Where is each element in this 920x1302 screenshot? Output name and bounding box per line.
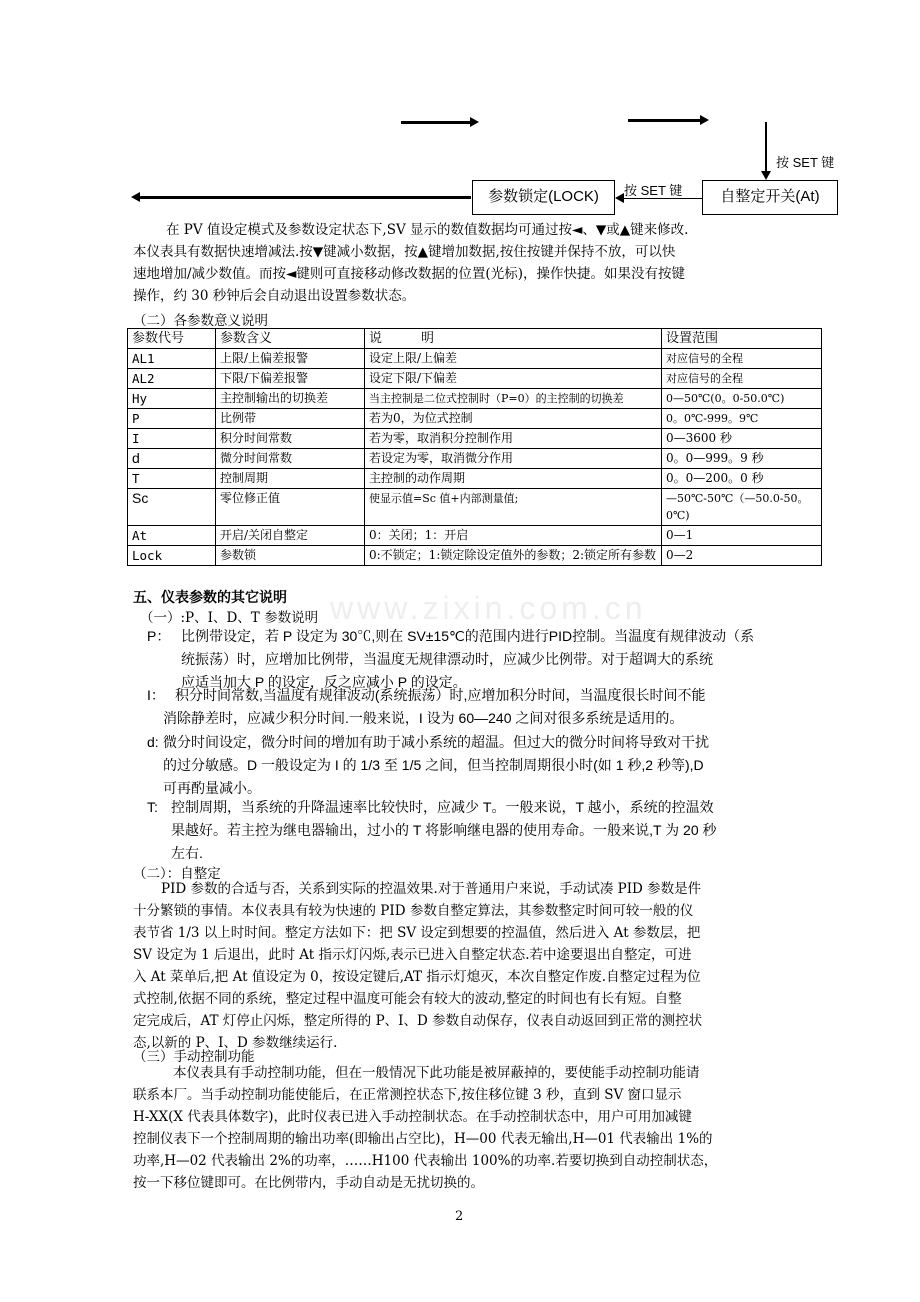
param-code: AL1: [128, 349, 216, 369]
manual-line: 控制仪表下一个控制周期的输出功率(即输出占空比)，H—00 代表无输出,H—01 代表输出 1%的: [133, 1131, 713, 1147]
col-header-meaning: 参数含义: [216, 329, 365, 349]
param-range: —50℃-50℃（—50.0-50。0℃): [662, 489, 822, 526]
intro-line: 操作，约 30 秒钟后会自动退出设置参数状态。: [133, 288, 416, 304]
col-header-description: 说 明: [365, 329, 662, 349]
manual-line: 功率,H—02 代表输出 2%的功率，……H100 代表输出 100%的功率.若要切换到自动控制状态，: [133, 1153, 718, 1169]
param-range: 0。0—200。0 秒: [662, 469, 822, 489]
param-code: P: [128, 409, 216, 429]
d-line: 可再酌量减小。: [163, 780, 261, 796]
set-key-label-right: 按 SET 键: [776, 155, 835, 170]
d-description: [147, 731, 827, 800]
param-description: 0：关闭；1：开启: [365, 526, 662, 546]
t-line: 左右.: [171, 845, 203, 861]
param-range: 0。0—999。9 秒: [662, 449, 822, 469]
p-label: P：: [147, 628, 171, 644]
param-meaning: 参数锁: [216, 546, 365, 566]
arrow-down-line: [765, 122, 767, 172]
table-row: [128, 469, 822, 489]
table-row: [128, 409, 822, 429]
param-meaning: 控制周期: [216, 469, 365, 489]
autotune-line: 定完成后，AT 灯停止闪烁，整定所得的 P、I、D 参数自动保存，仪表自动返回到正常的测控状: [133, 1013, 703, 1029]
param-meaning: 比例带: [216, 409, 365, 429]
table-row: [128, 389, 822, 409]
param-meaning: 上限/上偏差报警: [216, 349, 365, 369]
d-label: d:: [147, 734, 159, 750]
col-header-code: 参数代号: [128, 329, 216, 349]
param-code: T: [128, 469, 216, 489]
intro-line: 本仪表具有数据快速增减法.按▼键减小数据，按▲键增加数据,按住按键并保持不放，可以快: [133, 244, 676, 260]
t-description: [147, 796, 827, 865]
i-description: [147, 684, 827, 730]
autotune-line: 式控制,依据不同的系统，整定过程中温度可能会有较大的波动,整定的时间也有长有短。自整: [133, 991, 682, 1007]
param-meaning: 开启/关闭自整定: [216, 526, 365, 546]
param-description: 0:不锁定；1:锁定除设定值外的参数；2:锁定所有参数: [365, 546, 662, 566]
section5-sub1: （一）:P、I、D、T 参数说明: [140, 610, 319, 626]
param-range: 0—50℃(0。0-50.0℃): [662, 389, 822, 409]
p-line: 统振荡）时，应增加比例带，当温度无规律漂动时，应减少比例带。对于超调大的系统: [181, 651, 713, 667]
i-line: 积分时间常数,当温度有规律波动(系统振荡）时,应增加积分时间，当温度很长时间不能: [175, 687, 706, 703]
param-description: 设定上限/上偏差: [365, 349, 662, 369]
param-description: 若为0，为位式控制: [365, 409, 662, 429]
p-line: 应适当加大 P 的设定，反之应减小 P 的设定。: [181, 674, 467, 690]
param-code: Lock: [128, 546, 216, 566]
manual-line: 联系本厂。当手动控制功能使能后，在正常测控状态下,按住移位键 3 秒，直到 SV 窗口显示: [133, 1087, 682, 1103]
param-code: AL2: [128, 369, 216, 389]
t-label: T:: [147, 799, 158, 815]
intro-paragraph: [133, 219, 823, 307]
param-code: d: [128, 449, 216, 469]
param-description: 若为零，取消积分控制作用: [365, 429, 662, 449]
t-line: 控制周期，当系统的升降温速率比较快时，应减少 T。一般来说，T 越小，系统的控温效: [171, 799, 714, 815]
param-meaning: 零位修正值: [216, 489, 365, 526]
arrow-head-left-middle: [615, 193, 624, 203]
autotune-line: SV 设定为 1 后退出，此时 At 指示灯闪烁,表示已进入自整定状态.若中途要退出自整定，可进: [133, 947, 692, 963]
col-header-range: 设置范围: [662, 329, 822, 349]
param-description: 若设定为零，取消微分作用: [365, 449, 662, 469]
arrow-left-long: [140, 196, 471, 199]
parameter-table: [127, 328, 822, 566]
p-line: 比例带设定，若 P 设定为 30℃,则在 SV±15℃的范围内进行PID控制。当温度有规律波动（系: [181, 628, 755, 644]
param-meaning: 微分时间常数: [216, 449, 365, 469]
intro-line: 速地增加/减少数值。而按◄键则可直接移动修改数据的位置(光标)，操作快捷。如果没有按键: [133, 266, 685, 282]
table-row: [128, 546, 822, 566]
manual-line: 本仪表具有手动控制功能，但在一般情况下此功能是被屏蔽掉的，要使能手动控制功能请: [173, 1065, 700, 1081]
param-description: 设定下限/下偏差: [365, 369, 662, 389]
section5-sub2: （二）：自整定: [133, 866, 221, 882]
watermark: www.zixin.com.cn: [330, 590, 647, 626]
d-line: 的过分敏感。D 一般设定为 I 的 1/3 至 1/5 之间，但当控制周期很小时(如 1 秒,2 秒等),D: [163, 757, 704, 773]
param-range: 对应信号的全程: [662, 369, 822, 389]
table-header-row: [128, 329, 822, 349]
table-row: [128, 449, 822, 469]
autotune-line: 十分繁锁的事情。本仪表具有较为快速的 PID 参数自整定算法，其参数整定时间可较一般的仪: [133, 903, 694, 919]
manual-line: 按一下移位键即可。在比例带内，手动自动是无扰切换的。: [133, 1175, 484, 1191]
param-code: At: [128, 526, 216, 546]
table-row: [128, 489, 822, 526]
manual-line: H-XX(X 代表具体数字)，此时仪表已进入手动控制状态。在手动控制状态中，用户可用加减键: [133, 1109, 693, 1125]
table-row: [128, 349, 822, 369]
param-meaning: 下限/下偏差报警: [216, 369, 365, 389]
param-range: 0—3600 秒: [662, 429, 822, 449]
page-number: 2: [455, 1209, 464, 1224]
autotune-line: 表节省 1/3 以上时时间。整定方法如下：把 SV 设定到想要的控温值，然后进入 At 参数层，把: [133, 925, 701, 941]
param-range: 对应信号的全程: [662, 349, 822, 369]
arrow-head-right-2: [700, 115, 709, 125]
table-row: [128, 369, 822, 389]
section5-title: 五、仪表参数的其它说明: [133, 589, 287, 605]
set-key-label-middle: 按 SET 键: [624, 183, 683, 198]
i-line: 消除静差时，应减少积分时间.一般来说，I 设为 60—240 之间对很多系统是适用的。: [163, 710, 684, 726]
table-row: [128, 526, 822, 546]
param-range: 0—1: [662, 526, 822, 546]
arrow-head-down: [761, 171, 771, 180]
at-box: 自整定开关(At): [702, 180, 838, 215]
t-line: 果越好。若主控为继电器输出，过小的 T 将影响继电器的使用寿命。一般来说,T 为 20 秒: [171, 822, 717, 838]
autotune-line: 态,以新的 P、I、D 参数继续运行.: [133, 1035, 338, 1051]
d-line: 微分时间设定，微分时间的增加有助于减小系统的超温。但过大的微分时间将导致对干扰: [163, 734, 709, 750]
section5-sub3: （三）手动控制功能: [133, 1049, 255, 1065]
arrow-right-2: [628, 119, 701, 122]
param-range: 0—2: [662, 546, 822, 566]
param-code: Sc: [128, 489, 216, 526]
param-range: 0。0℃-999。9℃: [662, 409, 822, 429]
table-title: （二）各参数意义说明: [133, 313, 268, 329]
table-row: [128, 429, 822, 449]
autotune-paragraph: [133, 878, 823, 1054]
param-meaning: 积分时间常数: [216, 429, 365, 449]
param-code: I: [128, 429, 216, 449]
param-description: 使显示值=Sc 值+内部测量值;: [365, 489, 662, 526]
arrow-head-right-1: [470, 117, 479, 127]
intro-line: 在 PV 值设定模式及参数设定状态下,SV 显示的数值数据均可通过按◄、▼或▲键来修改.: [166, 222, 689, 238]
lock-box: 参数锁定(LOCK): [472, 180, 615, 215]
autotune-line: 入 At 菜单后,把 At 值设定为 0，按设定键后,AT 指示灯熄灭，本次自整定作废.自整定过程为位: [133, 969, 701, 985]
param-description: 当主控制是二位式控制时（P=0）的主控制的切换差: [365, 389, 662, 409]
param-description: 主控制的动作周期: [365, 469, 662, 489]
arrow-head-left-long: [131, 192, 140, 202]
manual-paragraph: [133, 1062, 823, 1194]
param-code: Hy: [128, 389, 216, 409]
i-label: I：: [147, 687, 165, 703]
param-meaning: 主控制输出的切换差: [216, 389, 365, 409]
arrow-right-1: [401, 121, 471, 124]
autotune-line: PID 参数的合适与否，关系到实际的控温效果.对于普通用户来说，手动试凑 PID 参数是件: [161, 881, 702, 897]
